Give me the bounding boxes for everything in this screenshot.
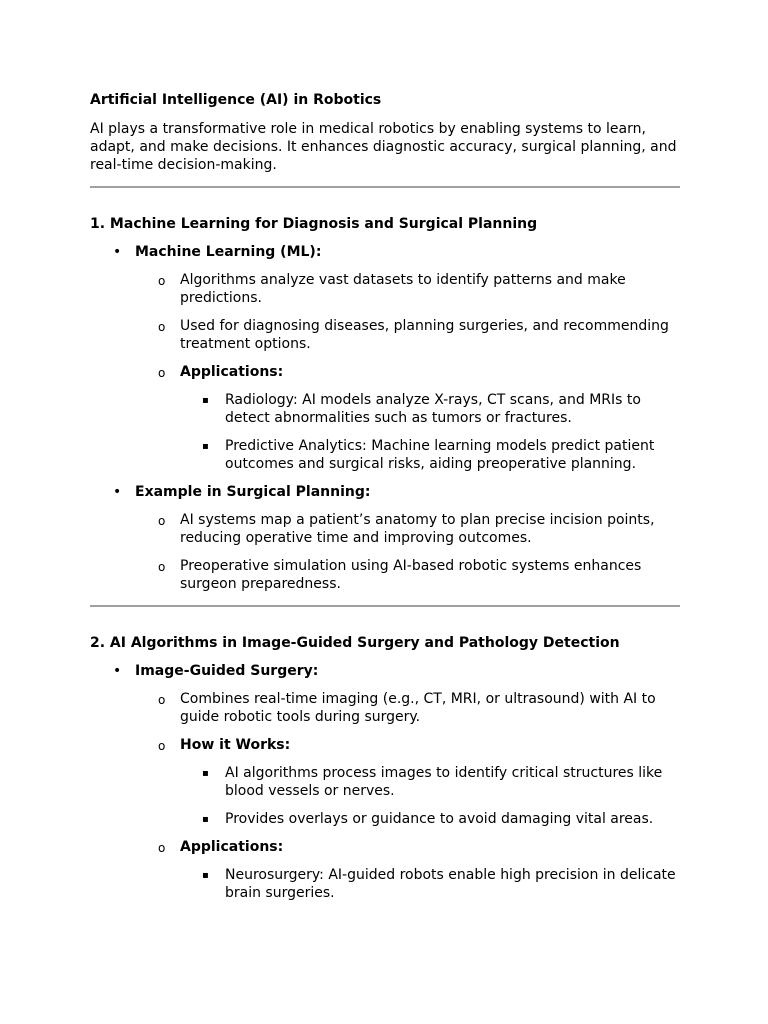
list-item-text: AI systems map a patient’s anatomy to plan precise incision points, reducing operative time and improving outcomes.	[180, 512, 655, 546]
igs-label: Image-Guided Surgery:	[135, 663, 319, 679]
how-it-works-label: How it Works:	[180, 737, 291, 753]
list-item-text: Neurosurgery: AI-guided robots enable high precision in delicate brain surgeries.	[225, 867, 676, 901]
list-item	[135, 271, 680, 307]
applications-label: Applications:	[180, 839, 284, 855]
list-item	[180, 391, 680, 427]
section-divider	[90, 186, 680, 188]
document-title: Artificial Intelligence (AI) in Robotics	[90, 92, 382, 108]
circle-bullet-icon: o	[158, 560, 166, 574]
section-divider	[90, 605, 680, 607]
list-item	[180, 764, 680, 800]
list-item	[180, 437, 680, 473]
list-item	[135, 557, 680, 593]
bullet-icon: •	[113, 244, 122, 260]
bullet-icon: •	[113, 484, 122, 500]
section-2-list	[90, 662, 680, 902]
list-item	[135, 363, 680, 473]
square-bullet-icon: ▪	[202, 441, 209, 452]
list-item	[90, 662, 680, 902]
section-2-heading: 2. AI Algorithms in Image-Guided Surgery and Pathology Detection	[90, 635, 620, 651]
list-item-text: Algorithms analyze vast datasets to identify patterns and make predictions.	[180, 272, 626, 306]
square-bullet-icon: ▪	[202, 870, 209, 881]
list-item	[135, 736, 680, 828]
list-item-text: Preoperative simulation using AI-based robotic systems enhances surgeon preparedness.	[180, 558, 642, 592]
list-item	[135, 690, 680, 726]
section-1-heading: 1. Machine Learning for Diagnosis and Surgical Planning	[90, 216, 538, 232]
list-item	[135, 511, 680, 547]
example-sublist	[135, 511, 680, 593]
circle-bullet-icon: o	[158, 366, 166, 380]
document-body	[90, 91, 680, 902]
square-bullet-icon: ▪	[202, 768, 209, 779]
ml-sublist	[135, 271, 680, 473]
circle-bullet-icon: o	[158, 274, 166, 288]
applications-sublist	[180, 866, 680, 902]
list-item-text: Provides overlays or guidance to avoid damaging vital areas.	[225, 811, 654, 827]
list-item-text: Combines real-time imaging (e.g., CT, MRI, or ultrasound) with AI to guide robotic tools during surgery.	[180, 691, 656, 725]
circle-bullet-icon: o	[158, 841, 166, 855]
list-item	[135, 838, 680, 902]
list-item-text: Predictive Analytics: Machine learning models predict patient outcomes and surgical risks, aiding preoperative planning.	[225, 438, 655, 472]
circle-bullet-icon: o	[158, 739, 166, 753]
how-it-works-sublist	[180, 764, 680, 828]
list-item	[180, 866, 680, 902]
list-item	[135, 317, 680, 353]
applications-label: Applications:	[180, 364, 284, 380]
square-bullet-icon: ▪	[202, 814, 209, 825]
list-item-text: Radiology: AI models analyze X-rays, CT scans, and MRIs to detect abnormalities such as tumors or fractures.	[225, 392, 641, 426]
list-item-text: Used for diagnosing diseases, planning surgeries, and recommending treatment options.	[180, 318, 669, 352]
igs-sublist	[135, 690, 680, 902]
applications-sublist	[180, 391, 680, 473]
list-item	[90, 243, 680, 473]
example-label: Example in Surgical Planning:	[135, 484, 371, 500]
list-item-text: AI algorithms process images to identify critical structures like blood vessels or nerves.	[225, 765, 663, 799]
list-item	[180, 810, 680, 828]
circle-bullet-icon: o	[158, 693, 166, 707]
ml-label: Machine Learning (ML):	[135, 244, 322, 260]
circle-bullet-icon: o	[158, 320, 166, 334]
bullet-icon: •	[113, 663, 122, 679]
list-item	[90, 483, 680, 593]
intro-paragraph: AI plays a transformative role in medical robotics by enabling systems to learn, adapt, and make decisions. It enhances diagnostic accuracy, surgical planning, and real-time decision-making.	[90, 121, 677, 173]
square-bullet-icon: ▪	[202, 395, 209, 406]
circle-bullet-icon: o	[158, 514, 166, 528]
section-1-list	[90, 243, 680, 593]
